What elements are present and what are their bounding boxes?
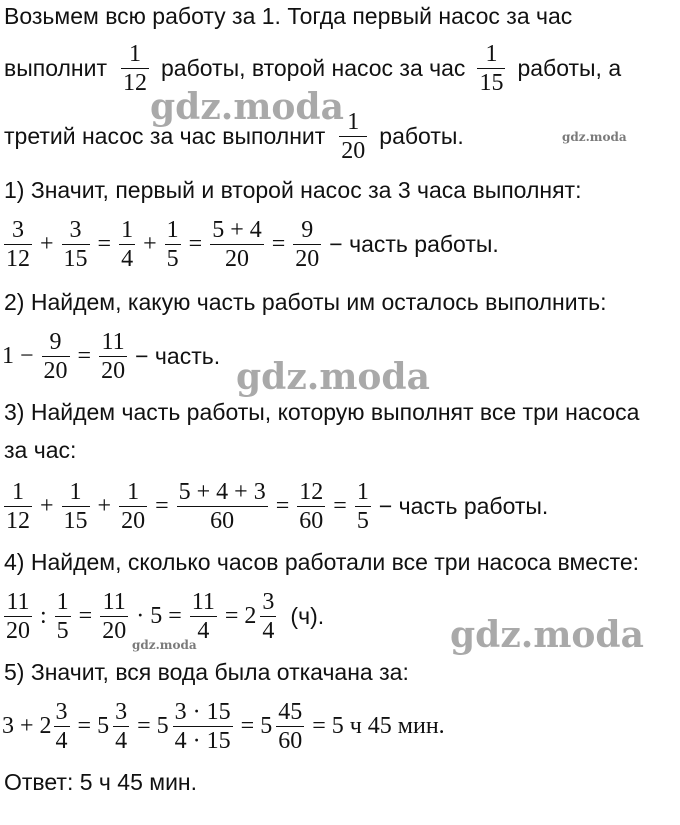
step1-tail: − часть работы.	[329, 231, 499, 257]
numerator: 45	[278, 699, 303, 725]
step2-tail: − часть.	[135, 343, 221, 369]
whole-part: 5	[156, 713, 169, 739]
numerator: 5 + 4	[212, 217, 262, 243]
start: 3 + 2	[2, 713, 52, 739]
step3-tail: − часть работы.	[378, 493, 549, 519]
numerator: 1	[485, 41, 498, 67]
watermark: gdz.moda	[132, 638, 197, 652]
fraction	[100, 588, 128, 645]
step2-equation: 1 − $\frac{9}{20}$ = $\frac{11}{20}$ − часть.	[2, 329, 221, 384]
fraction	[260, 588, 276, 645]
fraction	[4, 216, 32, 273]
fraction	[177, 478, 268, 535]
fraction	[119, 216, 135, 273]
denominator: 20	[6, 618, 30, 644]
step3-equation: $\frac{1}{12}$ + $\frac{1}{15}$ + $\frac{1}{20}$ = $\frac{5 + 4 + 3}{60}$ = $\frac{12}{60}$ = $\frac{1}{5}$ − часть работы.	[6, 479, 549, 534]
numerator: 1	[127, 479, 140, 505]
numerator: 5 + 4 + 3	[178, 479, 266, 505]
denominator: 20	[101, 358, 126, 384]
numerator: 11	[6, 589, 30, 615]
fraction	[121, 40, 149, 97]
numerator: 3	[12, 217, 24, 243]
denominator: 5	[166, 246, 179, 272]
fraction	[276, 698, 304, 755]
step5-heading: 5) Значит, вся вода была откачана за:	[4, 659, 409, 685]
watermark: gdz.moda	[150, 86, 344, 128]
numerator: 11	[102, 589, 126, 615]
intro-text: третий насос за час выполнит	[4, 123, 326, 149]
numerator: 12	[299, 479, 324, 505]
fraction	[210, 216, 264, 273]
numerator: 3	[115, 699, 128, 725]
denominator: 12	[6, 508, 30, 534]
fraction	[4, 588, 32, 645]
watermark: gdz.moda	[450, 614, 644, 656]
fraction	[297, 478, 325, 535]
fraction	[99, 328, 127, 385]
numerator: 1	[356, 479, 369, 505]
numerator: 1	[56, 589, 69, 615]
denominator: 20	[102, 618, 127, 644]
numerator: 11	[101, 329, 125, 355]
denominator: 5	[56, 618, 69, 644]
mixed-number	[260, 698, 306, 755]
step5-equation: 3 + 2 $\frac{3}{4}$ = 5 $\frac{3}{4}$ = 5 $\frac{3 \cdot 15}{4 \cdot 15}$ = 5 $\frac{45}{60}$ = 5 ч 45 мин.	[2, 699, 445, 754]
denominator: 12	[6, 246, 30, 272]
denominator: 60	[210, 508, 235, 534]
numerator: 11	[191, 589, 215, 615]
whole-part: 5	[260, 713, 273, 739]
fraction	[119, 478, 147, 535]
numerator: 3	[262, 589, 275, 615]
step4-equation: $\frac{11}{20}$ : $\frac{1}{5}$ = $\frac{11}{20}$ · 5 = $\frac{11}{4}$ = 2 $\frac{3}{4}$ (ч).	[6, 589, 325, 644]
fraction	[173, 698, 233, 755]
intro-line-3	[2, 108, 464, 165]
fraction	[355, 478, 371, 535]
numerator: 3	[69, 217, 82, 243]
fraction	[62, 216, 90, 273]
denominator: 15	[479, 70, 504, 96]
denominator: 4 · 15	[174, 728, 231, 754]
numerator: 1	[121, 217, 134, 243]
fraction	[293, 216, 321, 273]
fraction	[4, 478, 32, 535]
step3-heading-1: 3) Найдем часть работы, которую выполнят все три насоса	[4, 399, 640, 425]
unit: (ч).	[290, 603, 325, 629]
intro-text: работы, а	[517, 55, 622, 81]
denominator: 20	[341, 138, 366, 164]
fraction	[113, 698, 129, 755]
denominator: 15	[63, 508, 88, 534]
denominator: 60	[278, 728, 303, 754]
fraction	[54, 698, 70, 755]
denominator: 12	[123, 70, 147, 96]
fraction	[62, 478, 90, 535]
fraction	[339, 108, 367, 165]
numerator: 1	[69, 479, 82, 505]
numerator: 3 · 15	[174, 699, 231, 725]
mixed-number	[157, 698, 235, 755]
numerator: 1	[129, 41, 141, 67]
fraction	[165, 216, 181, 273]
step4-heading: 4) Найдем, сколько часов работали все три насоса вместе:	[4, 549, 640, 575]
step3-heading-2: за час:	[4, 437, 77, 463]
denominator: 4	[262, 618, 275, 644]
answer: Ответ: 5 ч 45 мин.	[4, 769, 198, 795]
fraction	[477, 40, 505, 97]
intro-text: работы.	[379, 123, 464, 149]
numerator: 1	[12, 479, 24, 505]
denominator: 20	[121, 508, 146, 534]
intro-text: работы, второй насос за час	[161, 55, 466, 81]
intro-line-1: Возьмем всю работу за 1. Тогда первый насос за час	[4, 3, 573, 29]
fraction	[55, 588, 71, 645]
denominator: 15	[63, 246, 88, 272]
denominator: 60	[299, 508, 324, 534]
denominator: 5	[356, 508, 369, 534]
denominator: 20	[224, 246, 249, 272]
step2-heading: 2) Найдем, какую часть работы им осталось выполнить:	[4, 289, 607, 315]
denominator: 4	[121, 246, 134, 272]
result: 5 ч 45 мин.	[331, 713, 445, 739]
mixed-number	[97, 698, 131, 755]
numerator: 9	[301, 217, 314, 243]
numerator: 1	[347, 109, 360, 135]
denominator: 4	[55, 728, 68, 754]
denominator: 4	[115, 728, 128, 754]
denominator: 20	[43, 358, 68, 384]
watermark: gdz.moda	[236, 356, 430, 398]
numerator: 1	[166, 217, 179, 243]
numerator: 3	[55, 699, 68, 725]
numerator: 9	[49, 329, 62, 355]
intro-text: выполнит	[4, 55, 107, 81]
whole-part: 5	[97, 713, 110, 739]
whole-part: 2	[244, 603, 257, 629]
one: 1	[2, 343, 14, 369]
five: 5	[150, 603, 163, 629]
intro-line-2	[2, 40, 621, 97]
step1-equation: $\frac{3}{12}$ + $\frac{3}{15}$ = $\frac{1}{4}$ + $\frac{1}{5}$ = $\frac{5 + 4}{20}$ = $\frac{9}{20}$ − часть работы.	[6, 217, 499, 272]
step1-heading: 1) Значит, первый и второй насос за 3 часа выполнят:	[4, 177, 582, 203]
mixed-number	[244, 588, 278, 645]
fraction	[42, 328, 70, 385]
denominator: 4	[197, 618, 210, 644]
fraction	[190, 588, 217, 645]
watermark: gdz.moda	[562, 130, 627, 144]
denominator: 20	[295, 246, 320, 272]
